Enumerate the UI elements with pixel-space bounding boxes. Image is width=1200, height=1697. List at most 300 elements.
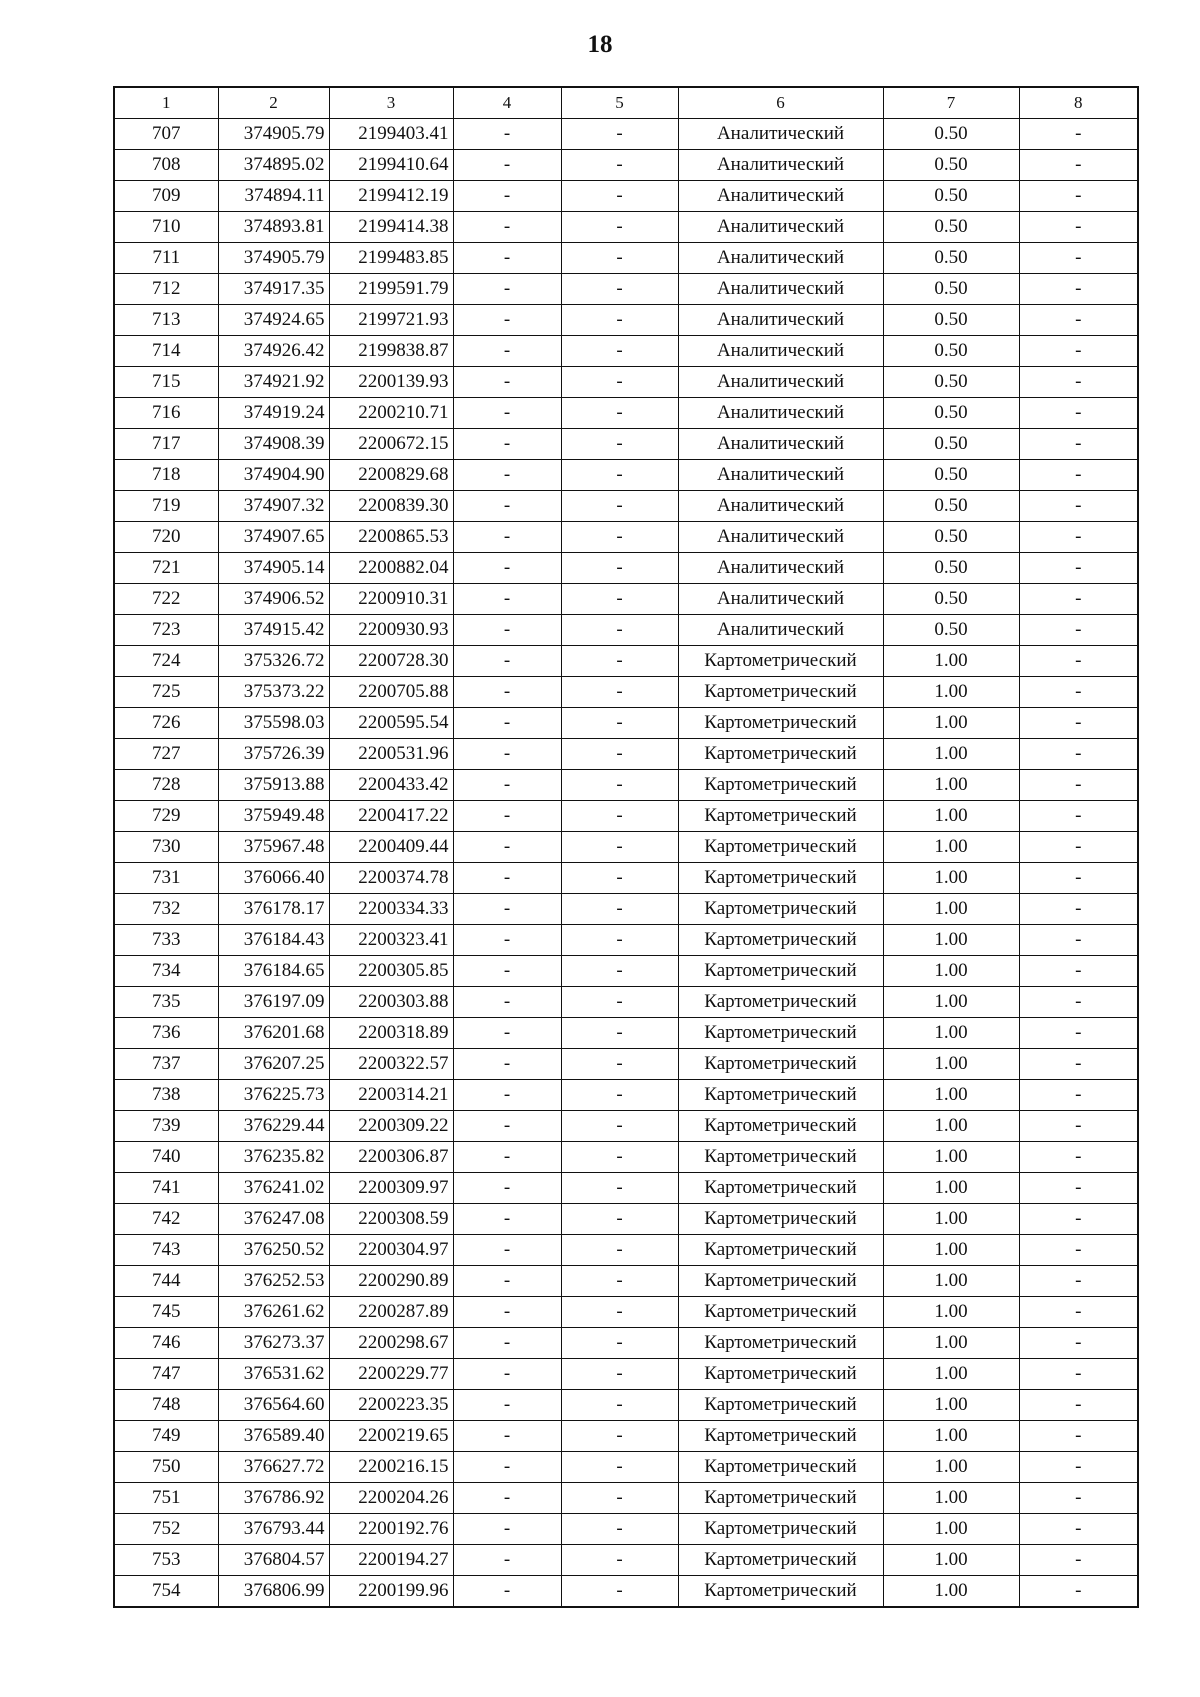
accuracy-cell: 1.00 [883,1483,1019,1514]
table-row [114,460,1138,491]
table-row [114,1049,1138,1080]
accuracy-cell: 0.50 [883,367,1019,398]
coord-y-cell: 2200882.04 [329,553,453,584]
coord-y-cell: 2199412.19 [329,181,453,212]
col-4-cell: - [453,553,561,584]
point-number-cell: 736 [114,1018,218,1049]
point-number-cell: 748 [114,1390,218,1421]
point-number-cell: 711 [114,243,218,274]
accuracy-cell: 0.50 [883,305,1019,336]
col-8-cell: - [1019,677,1138,708]
table-row [114,553,1138,584]
col-4-cell: - [453,398,561,429]
method-cell: Картометрический [678,1545,883,1576]
accuracy-cell: 1.00 [883,1111,1019,1142]
col-5-cell: - [561,708,678,739]
method-cell: Картометрический [678,1514,883,1545]
col-8-cell: - [1019,181,1138,212]
col-8-cell: - [1019,274,1138,305]
table-row [114,925,1138,956]
coord-x-cell: 374907.32 [218,491,329,522]
point-number-cell: 749 [114,1421,218,1452]
table-row [114,274,1138,305]
point-number-cell: 724 [114,646,218,677]
col-8-cell: - [1019,1018,1138,1049]
table-row [114,1576,1138,1608]
col-5-cell: - [561,150,678,181]
coord-y-cell: 2200314.21 [329,1080,453,1111]
point-number-cell: 729 [114,801,218,832]
point-number-cell: 741 [114,1173,218,1204]
coord-x-cell: 376627.72 [218,1452,329,1483]
col-8-cell: - [1019,491,1138,522]
col-8-cell: - [1019,1483,1138,1514]
point-number-cell: 718 [114,460,218,491]
col-5-cell: - [561,336,678,367]
col-8-cell: - [1019,801,1138,832]
coord-x-cell: 376229.44 [218,1111,329,1142]
method-cell: Аналитический [678,336,883,367]
accuracy-cell: 1.00 [883,1142,1019,1173]
coord-x-cell: 374904.90 [218,460,329,491]
col-5-cell: - [561,398,678,429]
col-8-cell: - [1019,1514,1138,1545]
col-5-cell: - [561,925,678,956]
header-cell-5: 5 [561,87,678,119]
coord-x-cell: 374921.92 [218,367,329,398]
col-4-cell: - [453,1049,561,1080]
coord-x-cell: 375949.48 [218,801,329,832]
coord-y-cell: 2200308.59 [329,1204,453,1235]
method-cell: Аналитический [678,584,883,615]
col-8-cell: - [1019,1142,1138,1173]
table-row [114,398,1138,429]
col-5-cell: - [561,553,678,584]
coord-y-cell: 2200229.77 [329,1359,453,1390]
accuracy-cell: 0.50 [883,615,1019,646]
col-5-cell: - [561,1297,678,1328]
table-row [114,1204,1138,1235]
col-5-cell: - [561,1545,678,1576]
col-8-cell: - [1019,987,1138,1018]
coord-y-cell: 2200210.71 [329,398,453,429]
col-8-cell: - [1019,646,1138,677]
method-cell: Картометрический [678,1390,883,1421]
table-row [114,1390,1138,1421]
method-cell: Аналитический [678,460,883,491]
accuracy-cell: 0.50 [883,212,1019,243]
table-row [114,987,1138,1018]
col-5-cell: - [561,677,678,708]
col-4-cell: - [453,801,561,832]
table-body [114,119,1138,1608]
accuracy-cell: 1.00 [883,770,1019,801]
col-5-cell: - [561,1173,678,1204]
table-row [114,429,1138,460]
col-8-cell: - [1019,243,1138,274]
table-row [114,1142,1138,1173]
col-5-cell: - [561,1049,678,1080]
col-5-cell: - [561,832,678,863]
coord-x-cell: 374919.24 [218,398,329,429]
accuracy-cell: 1.00 [883,1452,1019,1483]
col-5-cell: - [561,1421,678,1452]
method-cell: Картометрический [678,1018,883,1049]
point-number-cell: 732 [114,894,218,925]
col-8-cell: - [1019,1204,1138,1235]
point-number-cell: 707 [114,119,218,150]
coord-y-cell: 2200705.88 [329,677,453,708]
method-cell: Картометрический [678,708,883,739]
coord-x-cell: 376066.40 [218,863,329,894]
col-8-cell: - [1019,1235,1138,1266]
col-8-cell: - [1019,1545,1138,1576]
point-number-cell: 751 [114,1483,218,1514]
coord-x-cell: 376804.57 [218,1545,329,1576]
method-cell: Картометрический [678,739,883,770]
col-4-cell: - [453,150,561,181]
table-header [114,87,1138,119]
table-row [114,832,1138,863]
table-row [114,212,1138,243]
accuracy-cell: 0.50 [883,522,1019,553]
coord-y-cell: 2200309.22 [329,1111,453,1142]
point-number-cell: 721 [114,553,218,584]
coord-y-cell: 2200298.67 [329,1328,453,1359]
col-8-cell: - [1019,1452,1138,1483]
method-cell: Картометрический [678,1080,883,1111]
table-row [114,336,1138,367]
coord-y-cell: 2200930.93 [329,615,453,646]
coord-y-cell: 2200287.89 [329,1297,453,1328]
coord-x-cell: 376235.82 [218,1142,329,1173]
accuracy-cell: 0.50 [883,336,1019,367]
coord-x-cell: 376273.37 [218,1328,329,1359]
coord-y-cell: 2199403.41 [329,119,453,150]
method-cell: Аналитический [678,367,883,398]
col-8-cell: - [1019,553,1138,584]
point-number-cell: 750 [114,1452,218,1483]
col-8-cell: - [1019,708,1138,739]
accuracy-cell: 0.50 [883,119,1019,150]
coord-y-cell: 2199838.87 [329,336,453,367]
coord-x-cell: 376207.25 [218,1049,329,1080]
coord-x-cell: 375726.39 [218,739,329,770]
accuracy-cell: 1.00 [883,739,1019,770]
coord-x-cell: 376589.40 [218,1421,329,1452]
header-cell-4: 4 [453,87,561,119]
col-4-cell: - [453,1142,561,1173]
point-number-cell: 715 [114,367,218,398]
table-row [114,801,1138,832]
coord-y-cell: 2200728.30 [329,646,453,677]
col-8-cell: - [1019,1421,1138,1452]
col-8-cell: - [1019,460,1138,491]
point-number-cell: 737 [114,1049,218,1080]
coord-x-cell: 374893.81 [218,212,329,243]
accuracy-cell: 0.50 [883,181,1019,212]
col-5-cell: - [561,1328,678,1359]
col-8-cell: - [1019,1173,1138,1204]
col-8-cell: - [1019,367,1138,398]
coord-y-cell: 2199591.79 [329,274,453,305]
coord-x-cell: 374917.35 [218,274,329,305]
col-5-cell: - [561,367,678,398]
point-number-cell: 735 [114,987,218,1018]
method-cell: Аналитический [678,553,883,584]
header-cell-8: 8 [1019,87,1138,119]
col-5-cell: - [561,243,678,274]
method-cell: Картометрический [678,1266,883,1297]
method-cell: Аналитический [678,181,883,212]
col-4-cell: - [453,987,561,1018]
col-8-cell: - [1019,894,1138,925]
coord-y-cell: 2200192.76 [329,1514,453,1545]
coord-y-cell: 2200305.85 [329,956,453,987]
method-cell: Аналитический [678,398,883,429]
col-5-cell: - [561,863,678,894]
col-8-cell: - [1019,1080,1138,1111]
col-4-cell: - [453,956,561,987]
col-8-cell: - [1019,522,1138,553]
method-cell: Картометрический [678,1421,883,1452]
accuracy-cell: 1.00 [883,1328,1019,1359]
col-5-cell: - [561,615,678,646]
accuracy-cell: 1.00 [883,1297,1019,1328]
method-cell: Аналитический [678,119,883,150]
col-5-cell: - [561,1359,678,1390]
method-cell: Аналитический [678,243,883,274]
col-5-cell: - [561,274,678,305]
col-5-cell: - [561,522,678,553]
col-5-cell: - [561,894,678,925]
col-8-cell: - [1019,863,1138,894]
method-cell: Картометрический [678,1049,883,1080]
table-row [114,1514,1138,1545]
coord-y-cell: 2200194.27 [329,1545,453,1576]
accuracy-cell: 1.00 [883,1359,1019,1390]
coord-x-cell: 376184.43 [218,925,329,956]
col-5-cell: - [561,1576,678,1608]
accuracy-cell: 1.00 [883,1576,1019,1608]
table-row [114,491,1138,522]
coord-x-cell: 376197.09 [218,987,329,1018]
col-5-cell: - [561,1080,678,1111]
accuracy-cell: 0.50 [883,150,1019,181]
point-number-cell: 726 [114,708,218,739]
coord-y-cell: 2200865.53 [329,522,453,553]
point-number-cell: 747 [114,1359,218,1390]
col-5-cell: - [561,1204,678,1235]
method-cell: Картометрический [678,1359,883,1390]
col-8-cell: - [1019,584,1138,615]
table-row [114,181,1138,212]
table-row [114,1111,1138,1142]
col-8-cell: - [1019,615,1138,646]
accuracy-cell: 1.00 [883,1235,1019,1266]
col-5-cell: - [561,956,678,987]
method-cell: Аналитический [678,429,883,460]
point-number-cell: 716 [114,398,218,429]
header-cell-3: 3 [329,87,453,119]
col-8-cell: - [1019,1049,1138,1080]
method-cell: Аналитический [678,150,883,181]
table-row [114,739,1138,770]
coord-x-cell: 376184.65 [218,956,329,987]
coord-x-cell: 376564.60 [218,1390,329,1421]
col-4-cell: - [453,615,561,646]
accuracy-cell: 1.00 [883,1018,1019,1049]
method-cell: Картометрический [678,1204,883,1235]
coord-x-cell: 374895.02 [218,150,329,181]
col-4-cell: - [453,1204,561,1235]
coord-y-cell: 2200672.15 [329,429,453,460]
point-number-cell: 739 [114,1111,218,1142]
col-4-cell: - [453,1390,561,1421]
method-cell: Картометрический [678,1111,883,1142]
col-5-cell: - [561,181,678,212]
coord-x-cell: 376241.02 [218,1173,329,1204]
col-5-cell: - [561,1018,678,1049]
col-5-cell: - [561,212,678,243]
coord-x-cell: 374924.65 [218,305,329,336]
coord-x-cell: 375967.48 [218,832,329,863]
col-5-cell: - [561,1390,678,1421]
accuracy-cell: 1.00 [883,956,1019,987]
method-cell: Картометрический [678,770,883,801]
table-row [114,305,1138,336]
table-row [114,119,1138,150]
accuracy-cell: 0.50 [883,243,1019,274]
method-cell: Картометрический [678,801,883,832]
accuracy-cell: 1.00 [883,832,1019,863]
point-number-cell: 746 [114,1328,218,1359]
point-number-cell: 709 [114,181,218,212]
coord-x-cell: 374905.79 [218,119,329,150]
col-4-cell: - [453,305,561,336]
col-4-cell: - [453,1111,561,1142]
coord-x-cell: 374894.11 [218,181,329,212]
col-4-cell: - [453,522,561,553]
point-number-cell: 710 [114,212,218,243]
method-cell: Картометрический [678,1452,883,1483]
point-number-cell: 745 [114,1297,218,1328]
coord-x-cell: 375326.72 [218,646,329,677]
coord-y-cell: 2200204.26 [329,1483,453,1514]
accuracy-cell: 1.00 [883,894,1019,925]
page-number: 18 [587,31,613,58]
table-row [114,1483,1138,1514]
coord-x-cell: 376261.62 [218,1297,329,1328]
table-row [114,150,1138,181]
method-cell: Картометрический [678,1173,883,1204]
table-row [114,956,1138,987]
col-4-cell: - [453,1483,561,1514]
method-cell: Картометрический [678,1328,883,1359]
header-cell-1: 1 [114,87,218,119]
col-5-cell: - [561,119,678,150]
accuracy-cell: 0.50 [883,460,1019,491]
coord-y-cell: 2199721.93 [329,305,453,336]
col-8-cell: - [1019,1576,1138,1608]
method-cell: Аналитический [678,212,883,243]
point-number-cell: 753 [114,1545,218,1576]
col-5-cell: - [561,491,678,522]
col-4-cell: - [453,1359,561,1390]
accuracy-cell: 1.00 [883,1080,1019,1111]
accuracy-cell: 1.00 [883,1173,1019,1204]
table-row [114,1452,1138,1483]
coord-x-cell: 376252.53 [218,1266,329,1297]
col-5-cell: - [561,1514,678,1545]
point-number-cell: 727 [114,739,218,770]
accuracy-cell: 0.50 [883,584,1019,615]
col-8-cell: - [1019,305,1138,336]
coord-x-cell: 374926.42 [218,336,329,367]
coord-x-cell: 376793.44 [218,1514,329,1545]
table-row [114,708,1138,739]
accuracy-cell: 1.00 [883,1204,1019,1235]
col-4-cell: - [453,894,561,925]
accuracy-cell: 1.00 [883,708,1019,739]
accuracy-cell: 1.00 [883,1514,1019,1545]
col-8-cell: - [1019,336,1138,367]
col-4-cell: - [453,646,561,677]
col-4-cell: - [453,739,561,770]
table-row [114,584,1138,615]
accuracy-cell: 0.50 [883,429,1019,460]
col-5-cell: - [561,429,678,460]
point-number-cell: 743 [114,1235,218,1266]
method-cell: Картометрический [678,1576,883,1608]
col-4-cell: - [453,1080,561,1111]
col-4-cell: - [453,770,561,801]
coord-y-cell: 2200223.35 [329,1390,453,1421]
col-8-cell: - [1019,1359,1138,1390]
col-8-cell: - [1019,150,1138,181]
coord-y-cell: 2200322.57 [329,1049,453,1080]
col-8-cell: - [1019,1266,1138,1297]
col-4-cell: - [453,1328,561,1359]
col-5-cell: - [561,770,678,801]
col-4-cell: - [453,1576,561,1608]
col-4-cell: - [453,1514,561,1545]
coord-x-cell: 374905.14 [218,553,329,584]
col-4-cell: - [453,336,561,367]
coord-x-cell: 376225.73 [218,1080,329,1111]
coord-y-cell: 2200304.97 [329,1235,453,1266]
coord-y-cell: 2200303.88 [329,987,453,1018]
coord-y-cell: 2200290.89 [329,1266,453,1297]
coord-x-cell: 375598.03 [218,708,329,739]
header-cell-7: 7 [883,87,1019,119]
method-cell: Картометрический [678,1483,883,1514]
table-row [114,646,1138,677]
col-4-cell: - [453,863,561,894]
point-number-cell: 734 [114,956,218,987]
method-cell: Картометрический [678,1142,883,1173]
method-cell: Картометрический [678,863,883,894]
coord-x-cell: 376250.52 [218,1235,329,1266]
method-cell: Аналитический [678,522,883,553]
point-number-cell: 728 [114,770,218,801]
col-5-cell: - [561,584,678,615]
col-5-cell: - [561,1452,678,1483]
coord-y-cell: 2200409.44 [329,832,453,863]
point-number-cell: 725 [114,677,218,708]
method-cell: Картометрический [678,646,883,677]
coord-x-cell: 375913.88 [218,770,329,801]
